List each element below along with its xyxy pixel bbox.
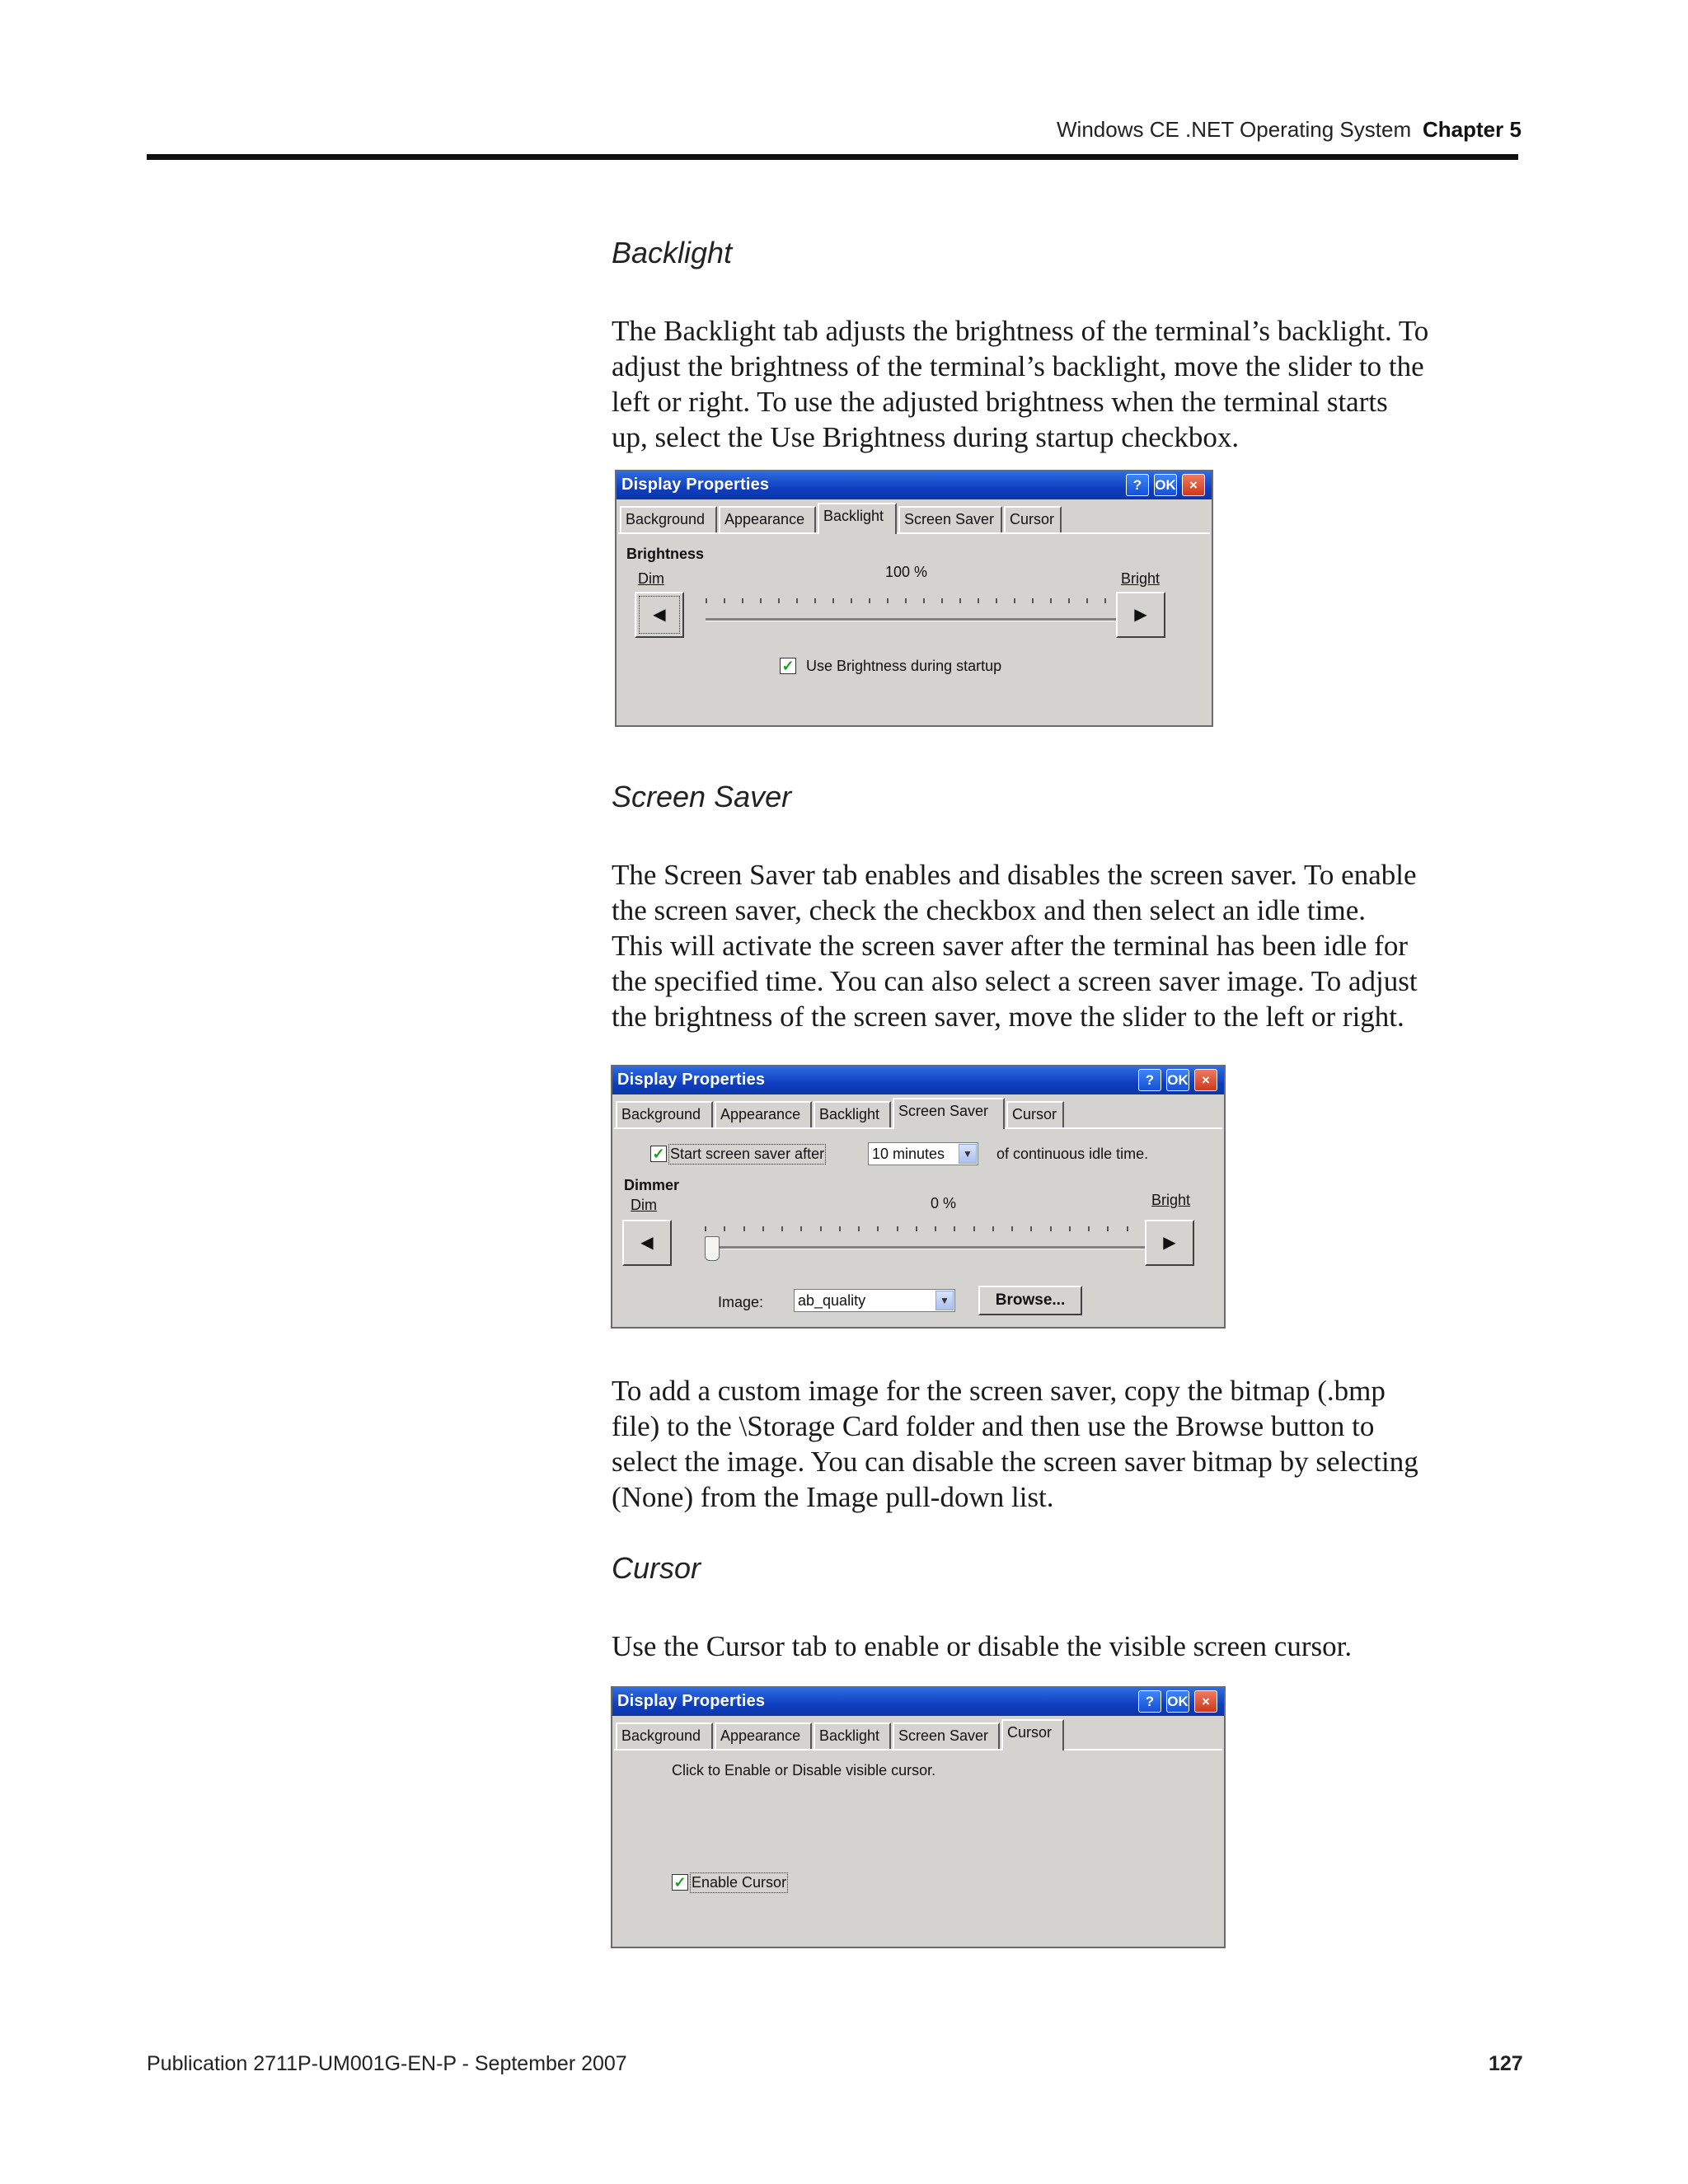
display-properties-dialog-backlight — [615, 470, 1213, 727]
paragraph-screen-saver — [612, 857, 1535, 1034]
start-screen-saver-checkbox[interactable]: ✓ — [650, 1146, 667, 1162]
tab-backlight[interactable]: Backlight — [818, 503, 897, 534]
chevron-down-icon[interactable]: ▼ — [959, 1144, 977, 1164]
text-line: (None) from the Image pull-down list. — [612, 1481, 1054, 1513]
text-line: The Backlight tab adjusts the brightness of the terminal’s backlight. To — [612, 315, 1429, 347]
heading-cursor: Cursor — [612, 1551, 701, 1585]
text-line: To add a custom image for the screen saver, copy the bitmap (.bmp — [612, 1375, 1386, 1407]
title-bar — [612, 1066, 1224, 1094]
use-brightness-label: Use Brightness during startup — [806, 658, 1002, 674]
dim-label: Dim — [631, 1197, 657, 1213]
slider-tick — [1107, 1226, 1109, 1231]
text-line: the screen saver, check the checkbox and then select an idle time. — [612, 894, 1366, 926]
slider-tick — [954, 1226, 955, 1231]
ok-button[interactable]: OK — [1166, 1690, 1189, 1713]
tab-screen-saver[interactable]: Screen Saver — [893, 1722, 1000, 1749]
text-line: This will activate the screen saver after the terminal has been idle for — [612, 930, 1408, 962]
slider-tick — [941, 598, 943, 603]
close-button[interactable]: × — [1194, 1069, 1217, 1091]
enable-cursor-label: Enable Cursor — [692, 1874, 787, 1891]
ok-button[interactable]: OK — [1154, 474, 1177, 496]
slider-tick — [887, 598, 889, 603]
idle-time-suffix: of continuous idle time. — [996, 1146, 1149, 1162]
slider-tick — [1050, 1226, 1052, 1231]
slider-tick — [916, 1226, 917, 1231]
tab-screen-saver[interactable]: Screen Saver — [893, 1098, 1005, 1129]
tab-appearance[interactable]: Appearance — [715, 1101, 812, 1127]
display-properties-dialog-cursor — [611, 1686, 1226, 1948]
slider-tick — [935, 1226, 936, 1231]
tab-background[interactable]: Background — [620, 506, 717, 532]
slider-tick — [973, 1226, 975, 1231]
slider-tick — [1014, 598, 1015, 603]
slider-tick — [1104, 598, 1106, 603]
tab-cursor[interactable]: Cursor — [1006, 1101, 1064, 1127]
close-button[interactable]: × — [1194, 1690, 1217, 1713]
display-properties-dialog-screen-saver — [611, 1065, 1226, 1329]
tab-appearance[interactable]: Appearance — [719, 506, 816, 532]
bright-arrow-button[interactable]: ▶ — [1145, 1220, 1194, 1266]
slider-tick — [978, 598, 979, 603]
slider-tick — [839, 1226, 841, 1231]
chevron-down-icon[interactable]: ▼ — [935, 1291, 954, 1310]
dim-arrow-button[interactable]: ◀ — [622, 1220, 672, 1266]
text-line: Use the Cursor tab to enable or disable the visible screen cursor. — [612, 1630, 1353, 1662]
brightness-slider[interactable] — [706, 595, 1142, 636]
text-line: the brightness of the screen saver, move the slider to the left or right. — [612, 1001, 1404, 1033]
header-rule — [147, 154, 1518, 160]
slider-tick — [778, 598, 780, 603]
dialog-title: Display Properties — [621, 476, 770, 494]
title-bar — [617, 471, 1212, 499]
running-header-section: Windows CE .NET Operating System — [1057, 117, 1412, 142]
dimmer-slider[interactable] — [705, 1223, 1166, 1264]
slider-tick — [996, 598, 997, 603]
slider-tick — [762, 1226, 764, 1231]
slider-tick — [905, 598, 907, 603]
dialog-title: Display Properties — [617, 1692, 766, 1710]
slider-tick — [1069, 1226, 1071, 1231]
idle-time-select[interactable] — [868, 1142, 978, 1165]
text-line: file) to the \Storage Card folder and then use the Browse button to — [612, 1410, 1375, 1442]
slider-tick — [705, 1226, 706, 1231]
start-screen-saver-label: Start screen saver after — [670, 1146, 825, 1162]
tab-backlight[interactable]: Backlight — [814, 1101, 891, 1127]
tab-backlight[interactable]: Backlight — [814, 1722, 891, 1749]
dim-label: Dim — [638, 570, 664, 587]
slider-tick — [800, 1226, 802, 1231]
dimmer-percent: 0 % — [931, 1195, 957, 1212]
paragraph-cursor — [612, 1629, 1535, 1664]
text-line: The Screen Saver tab enables and disables the screen saver. To enable — [612, 859, 1417, 891]
text-line: left or right. To use the adjusted brightness when the terminal starts — [612, 386, 1388, 418]
slider-tick — [1011, 1226, 1013, 1231]
heading-screen-saver: Screen Saver — [612, 780, 792, 813]
text-line: adjust the brightness of the terminal’s backlight, move the slider to the — [612, 350, 1424, 382]
slider-tick — [1032, 598, 1034, 603]
tab-cursor[interactable]: Cursor — [1001, 1719, 1064, 1750]
bright-label: Bright — [1121, 570, 1160, 587]
tab-background[interactable]: Background — [616, 1722, 713, 1749]
slider-tick — [869, 598, 870, 603]
heading-backlight: Backlight — [612, 236, 733, 269]
slider-tick — [832, 598, 834, 603]
slider-tick — [724, 598, 725, 603]
slider-tick — [858, 1226, 860, 1231]
slider-tick — [814, 598, 816, 603]
image-select[interactable] — [794, 1289, 955, 1312]
slider-tick — [959, 598, 961, 603]
help-button[interactable]: ? — [1138, 1690, 1161, 1713]
tab-cursor[interactable]: Cursor — [1004, 506, 1062, 532]
tab-divider — [614, 1749, 1222, 1750]
slider-tick — [1050, 598, 1052, 603]
slider-tick — [877, 1226, 879, 1231]
slider-tick — [820, 1226, 822, 1231]
running-header-chapter: Chapter 5 — [1423, 117, 1522, 142]
slider-tick — [851, 598, 852, 603]
image-value: ab_quality — [798, 1292, 866, 1309]
slider-tick — [1068, 598, 1070, 603]
ok-button[interactable]: OK — [1166, 1069, 1189, 1091]
slider-tick — [760, 598, 762, 603]
slider-tick — [1086, 598, 1088, 603]
cursor-hint: Click to Enable or Disable visible cursor. — [672, 1762, 936, 1779]
help-button[interactable]: ? — [1138, 1069, 1161, 1091]
slider-tick — [742, 598, 743, 603]
dimmer-group-label: Dimmer — [624, 1177, 680, 1193]
enable-cursor-checkbox[interactable]: ✓ — [672, 1874, 688, 1891]
slider-thumb[interactable] — [705, 1236, 720, 1261]
title-bar — [612, 1688, 1224, 1716]
brightness-percent: 100 % — [885, 564, 928, 580]
slider-track — [706, 618, 1142, 621]
paragraph-custom-image — [612, 1373, 1535, 1515]
use-brightness-checkbox[interactable]: ✓ — [780, 658, 796, 674]
slider-track — [705, 1246, 1166, 1249]
dim-arrow-button[interactable]: ◀ — [635, 592, 684, 638]
slider-tick — [796, 598, 798, 603]
tab-divider — [618, 532, 1210, 534]
tab-screen-saver[interactable]: Screen Saver — [898, 506, 1002, 532]
slider-tick — [706, 598, 707, 603]
slider-tick — [743, 1226, 745, 1231]
browse-button[interactable]: Browse... — [978, 1286, 1082, 1315]
text-line: select the image. You can disable the screen saver bitmap by selecting — [612, 1446, 1418, 1478]
slider-tick — [724, 1226, 725, 1231]
tab-background[interactable]: Background — [616, 1101, 713, 1127]
idle-time-value: 10 minutes — [872, 1146, 945, 1162]
dialog-title: Display Properties — [617, 1071, 766, 1089]
page-number: 127 — [1489, 2052, 1523, 2075]
brightness-group-label: Brightness — [626, 546, 705, 562]
close-button[interactable]: × — [1182, 474, 1205, 496]
tab-appearance[interactable]: Appearance — [715, 1722, 812, 1749]
slider-tick — [1088, 1226, 1090, 1231]
image-label: Image: — [718, 1294, 764, 1310]
slider-tick — [1127, 1226, 1128, 1231]
slider-tick — [992, 1226, 994, 1231]
bright-arrow-button[interactable]: ▶ — [1116, 592, 1165, 638]
slider-tick — [781, 1226, 783, 1231]
footer-publication: Publication 2711P-UM001G-EN-P - September 2007 — [147, 2052, 627, 2075]
slider-tick — [923, 598, 925, 603]
paragraph-backlight — [612, 313, 1535, 455]
help-button[interactable]: ? — [1126, 474, 1149, 496]
text-line: the specified time. You can also select a screen saver image. To adjust — [612, 965, 1418, 997]
text-line: up, select the Use Brightness during startup checkbox. — [612, 421, 1240, 453]
bright-label: Bright — [1151, 1192, 1191, 1208]
slider-tick — [897, 1226, 898, 1231]
slider-tick — [1030, 1226, 1032, 1231]
